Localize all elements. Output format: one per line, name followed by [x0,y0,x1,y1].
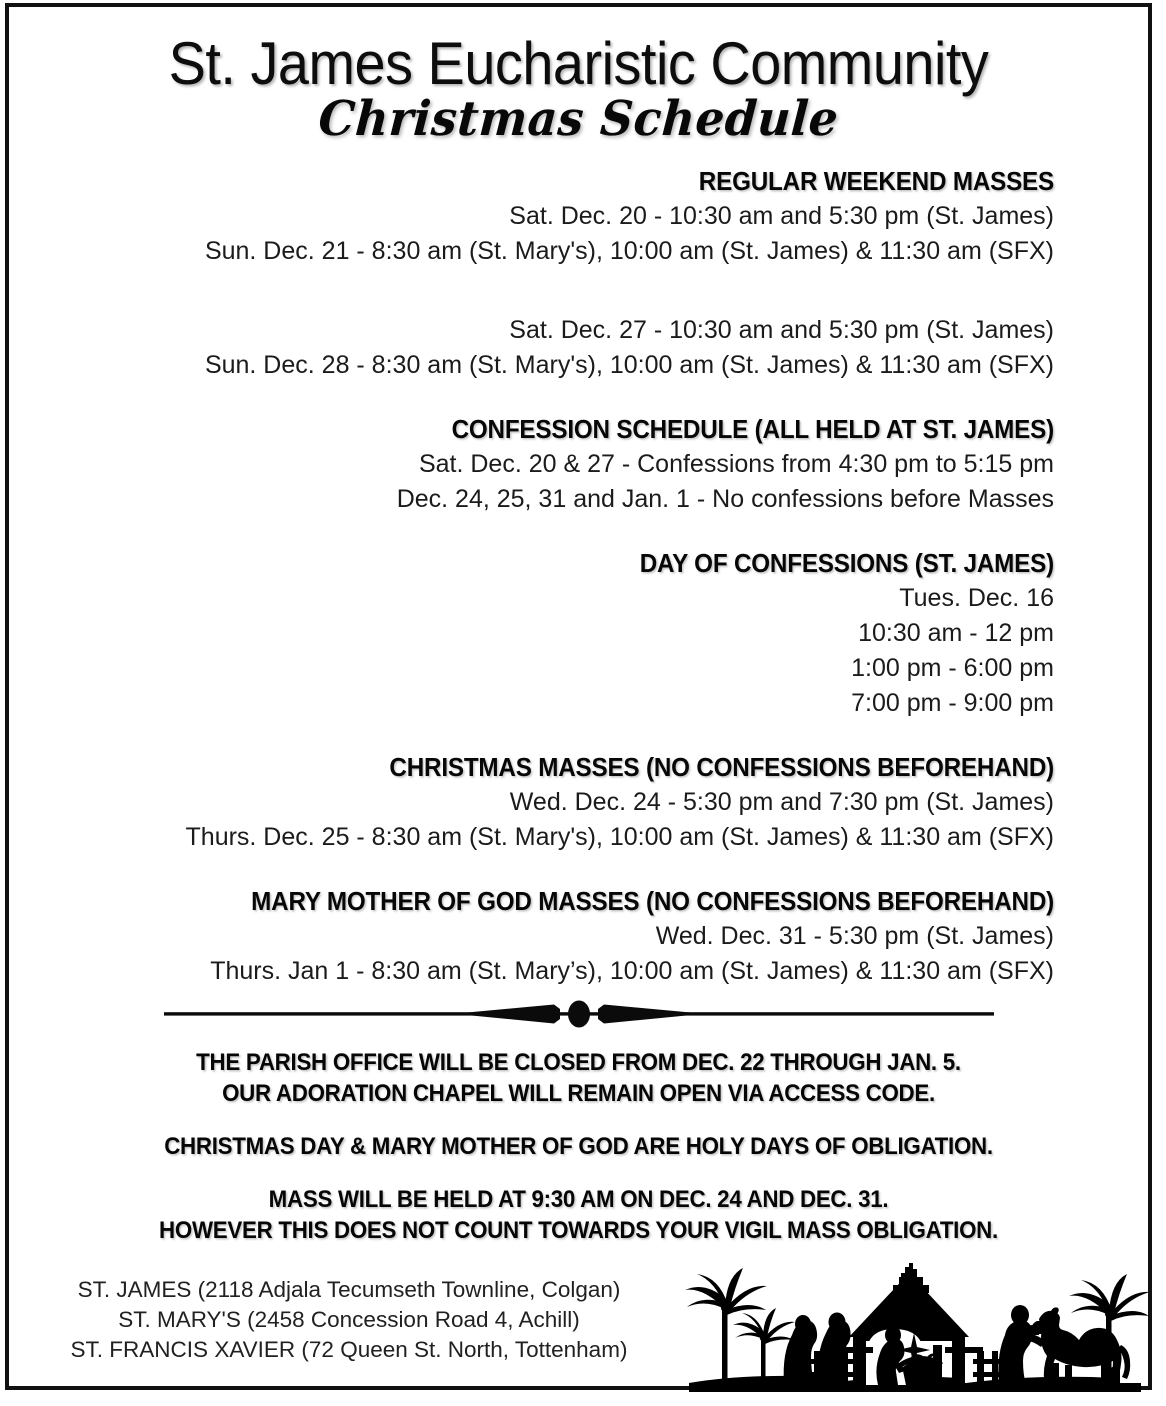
section-confession-schedule [49,413,1054,517]
section-heading: CONFESSION SCHEDULE (ALL HELD AT ST. JAMES) [451,416,1054,444]
footer [9,1275,1148,1395]
divider-container [9,997,1148,1031]
address-line: ST. JAMES (2118 Adjala Tecumseth Townline, Colgan) [77,1277,621,1302]
schedule-line: Sat. Dec. 20 - 10:30 am and 5:30 pm (St. James) [509,202,1054,230]
schedule-line: Thurs. Dec. 25 - 8:30 am (St. Mary's), 10:00 am (St. James) & 11:30 am (SFX) [185,823,1054,851]
schedule-line: Sun. Dec. 28 - 8:30 am (St. Mary's), 10:00 am (St. James) & 11:30 am (SFX) [204,351,1054,379]
section-heading: MARY MOTHER OF GOD MASSES (NO CONFESSIONS BEFOREHAND) [251,888,1054,916]
nativity-scene-graphic [681,1259,1149,1406]
schedule-line: Wed. Dec. 31 - 5:30 pm (St. James) [655,922,1054,950]
section-mary-mother-of-god-masses [49,885,1054,989]
schedule-line: 1:00 pm - 6:00 pm [851,654,1054,682]
page-title-block [9,7,1148,147]
schedule-line: Dec. 24, 25, 31 and Jan. 1 - No confessions before Masses [396,485,1054,513]
ornamental-divider-icon [164,997,994,1031]
notice-line: HOWEVER THIS DOES NOT COUNT TOWARDS YOUR VIGIL MASS OBLIGATION. [159,1217,998,1244]
address-line: ST. FRANCIS XAVIER (72 Queen St. North, Tottenham) [70,1337,628,1362]
flyer-page [5,3,1152,1390]
schedule-line: 10:30 am - 12 pm [858,619,1054,647]
schedule-line: Tues. Dec. 16 [899,584,1054,612]
section-second-weekend-masses [49,313,1054,383]
section-heading: REGULAR WEEKEND MASSES [698,168,1054,196]
spacer [9,1109,1148,1131]
section-day-of-confessions [49,547,1054,721]
spacer [49,269,1054,313]
spacer [9,1162,1148,1184]
schedule-line: Sun. Dec. 21 - 8:30 am (St. Mary's), 10:00 am (St. James) & 11:30 am (SFX) [204,237,1054,265]
notice-line: THE PARISH OFFICE WILL BE CLOSED FROM DEC. 22 THROUGH JAN. 5. [196,1049,961,1076]
nativity-scene-silhouette-icon [681,1259,1149,1401]
parish-addresses [49,1275,649,1365]
schedule-line: Wed. Dec. 24 - 5:30 pm and 7:30 pm (St. James) [509,788,1054,816]
notice-line: MASS WILL BE HELD AT 9:30 AM ON DEC. 24 AND DEC. 31. [268,1186,889,1213]
notices-block [9,1047,1148,1246]
address-line: ST. MARY'S (2458 Concession Road 4, Achill) [118,1307,580,1332]
page-subtitle: Christmas Schedule [316,91,841,147]
spacer [49,721,1054,751]
schedule-body [49,165,1054,989]
section-heading: CHRISTMAS MASSES (NO CONFESSIONS BEFOREHAND) [389,754,1055,782]
schedule-line: Sat. Dec. 27 - 10:30 am and 5:30 pm (St. James) [509,316,1054,344]
section-christmas-masses [49,751,1054,855]
section-heading: DAY OF CONFESSIONS (ST. JAMES) [639,550,1054,578]
spacer [49,517,1054,547]
schedule-line: Sat. Dec. 20 & 27 - Confessions from 4:30 pm to 5:15 pm [418,450,1054,478]
spacer [49,855,1054,885]
spacer [49,383,1054,413]
notice-line: OUR ADORATION CHAPEL WILL REMAIN OPEN VIA ACCESS CODE. [222,1080,935,1107]
page-title: St. James Eucharistic Community [168,30,989,97]
notice-line: CHRISTMAS DAY & MARY MOTHER OF GOD ARE HOLY DAYS OF OBLIGATION. [164,1133,993,1160]
schedule-line: 7:00 pm - 9:00 pm [851,689,1054,717]
schedule-line: Thurs. Jan 1 - 8:30 am (St. Mary’s), 10:00 am (St. James) & 11:30 am (SFX) [210,957,1054,985]
section-regular-weekend-masses [49,165,1054,269]
